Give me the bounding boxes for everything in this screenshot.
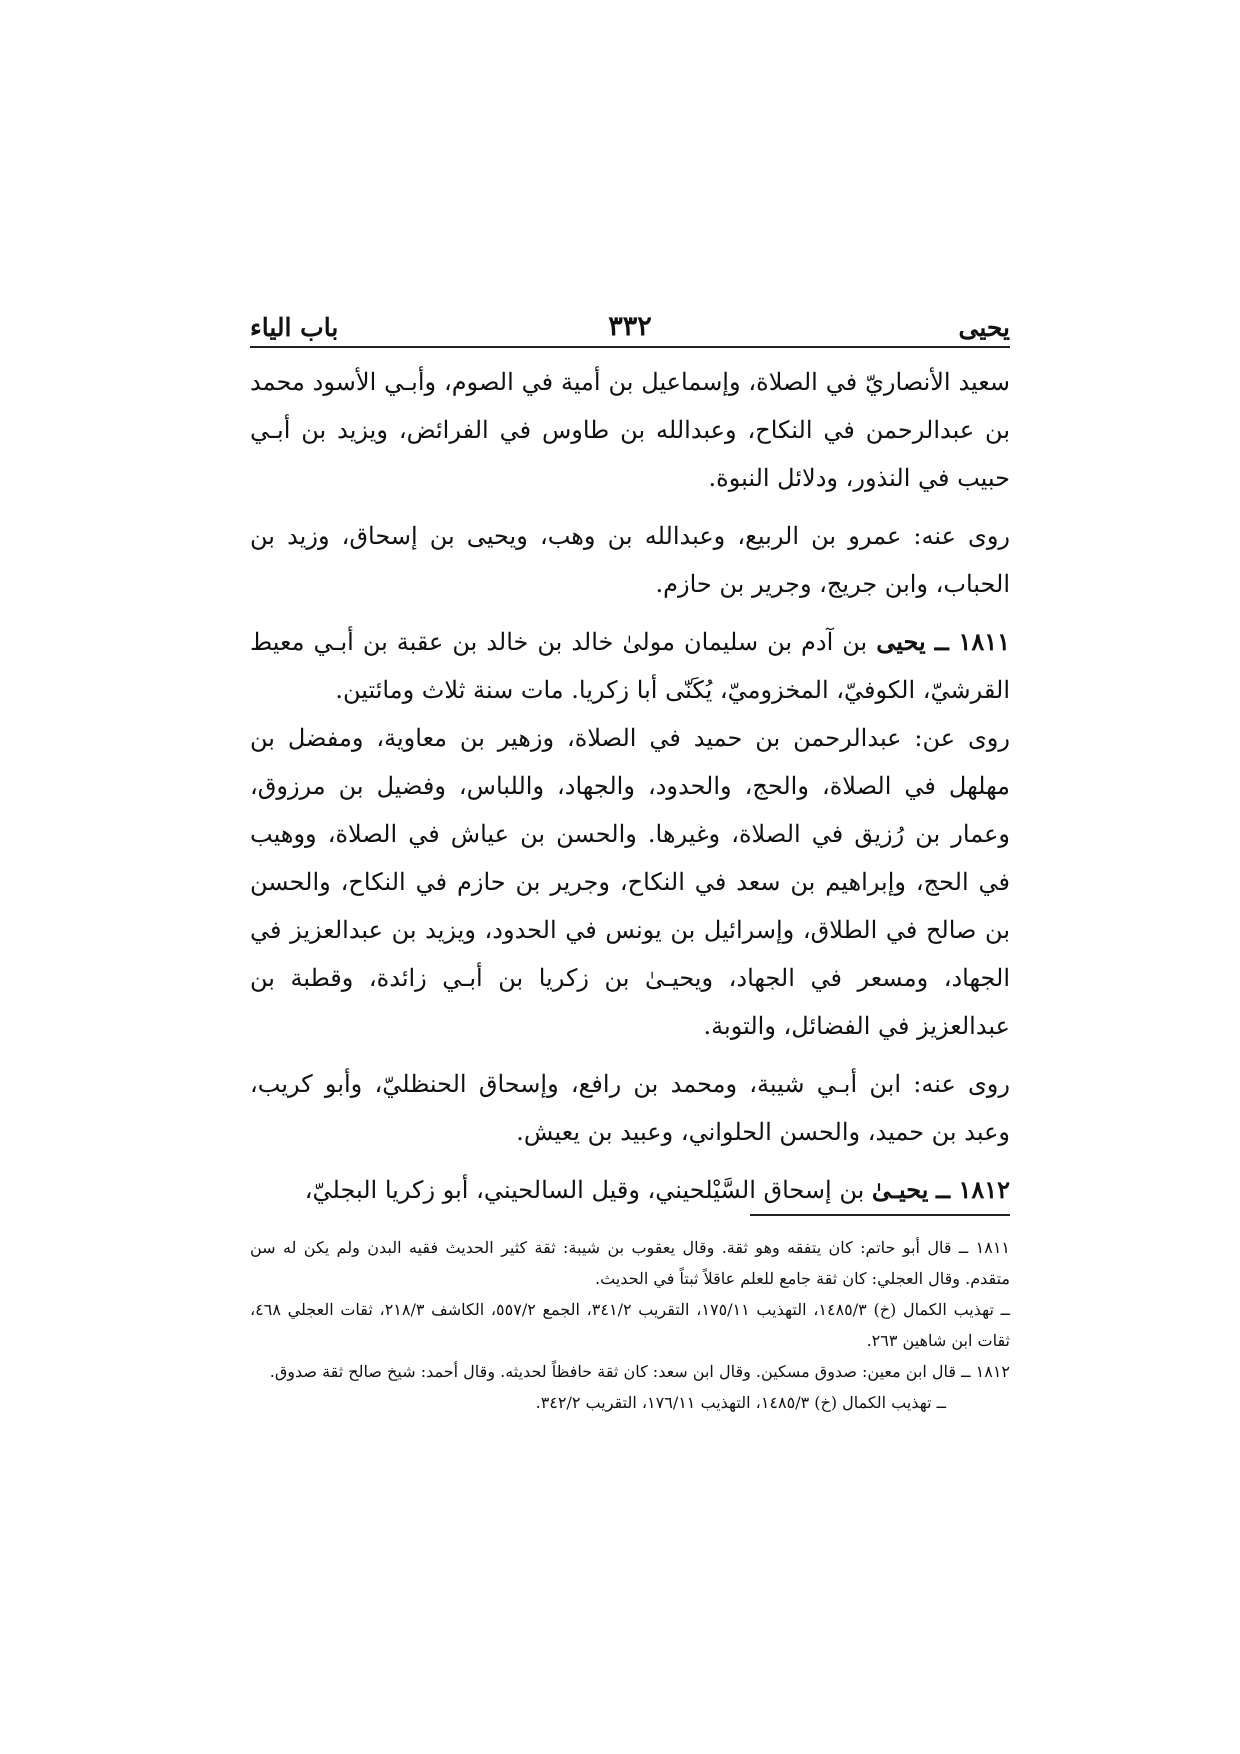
footnote-sources: ــ تهذيب الكمال (خ) ١٤٨٥/٣، التهذيب ١٧٥/١١، التقريب ٣٤١/٢، الجمع ٥٥٧/٢، الكاشف ٢١٨/٣، ثقات العجلي ٤٦٨، ثقات ابن شاهين ٢٦٣.: [250, 1300, 1011, 1350]
footnotes: [250, 1232, 1010, 1418]
header-entry-word: يحيى: [958, 313, 1010, 342]
header-rule: [250, 346, 1010, 348]
entry-text: بن آدم بن سليمان مولىٰ خالد بن خالد بن عقبة بن أبـي معيط القرشيّ، الكوفيّ، المخزوميّ، يُكَنّى أبا زكريا. مات سنة ثلاث ومائتين.: [250, 628, 1010, 704]
paragraph: سعيد الأنصاريّ في الصلاة، وإسماعيل بن أمية في الصوم، وأبـي الأسود محمد بن عبدالرحمن في النكاح، وعبدالله بن طاوس في الفرائض، ويزيد بن أبـي حبيب في النذور، ودلائل النبوة.: [250, 368, 1011, 492]
entry-text: بن إسحاق السَّيْلحيني، وقيل السالحيني، أبو زكريا البجليّ،: [304, 1176, 865, 1204]
footnote: ١٨١٢ ــ قال ابن معين: صدوق مسكين. وقال ابن سعد: كان ثقة حافظاً لحديثه. وقال أحمد: شيخ صالح ثقة صدوق.: [269, 1362, 1010, 1381]
entry-number: ١٨١١ ــ: [934, 627, 1011, 656]
entry-1812: [250, 1166, 1010, 1214]
paragraph: روى عنه: ابن أبـي شيبة، ومحمد بن رافع، وإسحاق الحنظليّ، وأبو كريب، وعبد بن حميد، والحسن الحلواني، وعبيد بن يعيش.: [250, 1070, 1010, 1146]
paragraph: روى عن: عبدالرحمن بن حميد في الصلاة، وزهير بن معاوية، ومفضل بن مهلهل في الصلاة، والحج، والحدود، والجهاد، واللباس، وفضيل بن مرزوق، وعمار بن رُزيق في الصلاة، وغيرها. والحسن بن عياش في الصلاة، ووهيب في الحج، وإبراهيم بن سعد في النكاح، وجرير بن حازم في النكاح، والحسن بن صالح في الطلاق، وإسرائيل بن يونس في الحدود، ويزيد بن عبدالعزيز في الجهاد، ومسعر في الجهاد، ويحيـىٰ بن زكريا بن أبـي زائدة، وقطبة بن عبدالعزيز في الفضائل، والتوبة.: [250, 724, 1010, 1040]
footnote-rule: [750, 1214, 1010, 1216]
entry-1811: [250, 618, 1010, 714]
main-text: [250, 358, 1010, 1224]
header-chapter: باب الياء: [250, 313, 339, 342]
paragraph: روى عنه: عمرو بن الربيع، وعبدالله بن وهب، ويحيى بن إسحاق، وزيد بن الحباب، وابن جريج، وجرير بن حازم.: [250, 522, 1010, 598]
entry-number: ١٨١٢ ــ: [936, 1175, 1010, 1204]
entry-name: يحيى: [876, 627, 926, 656]
footnote: ١٨١١ ــ قال أبو حاتم: كان يتفقه وهو ثقة. وقال يعقوب بن شيبة: ثقة كثير الحديث فقيه البدن ولم يكن له سن متقدم. وقال العجلي: كان ثقة جامع للعلم عاقلاً ثبتاً في الحديث.: [250, 1238, 1010, 1288]
entry-name: يحيـىٰ: [871, 1175, 929, 1204]
running-header: [250, 298, 1010, 342]
footnote-sources: ــ تهذيب الكمال (خ) ١٤٨٥/٣، التهذيب ١٧٦/١١، التقريب ٣٤٢/٢.: [535, 1393, 946, 1412]
page-number: ٣٣٢: [608, 311, 652, 342]
